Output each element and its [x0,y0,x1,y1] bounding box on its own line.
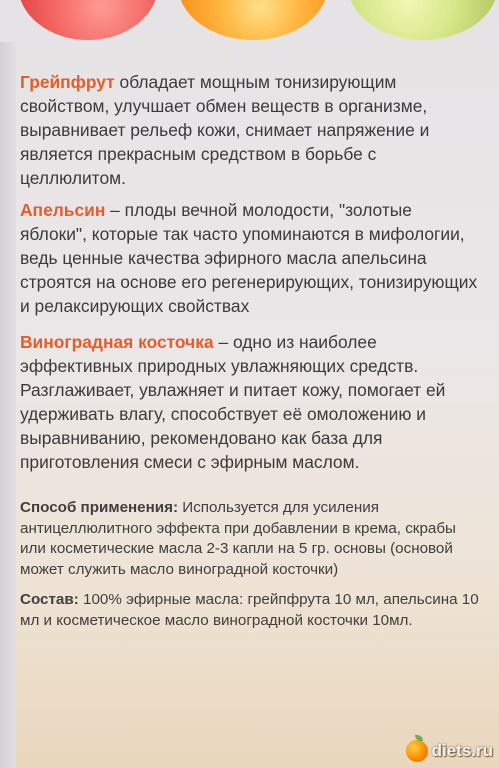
grapefruit-paragraph [20,70,480,190]
grapefruit-image [18,0,158,40]
composition [20,590,480,631]
apple-icon [406,740,428,762]
grapefruit-text: обладает мощным тонизирующим свойством, улучшает обмен веществ в организме, выравнивает рельеф кожи, снимает напряжение и является прекрасным средством в борьбе с целлюлитом. [20,72,430,188]
fruit-image-strip [0,0,499,42]
composition-label: Состав: [20,591,79,608]
grape-seed-text: – одно из наиболее эффективных природных увлажняющих средств. Разглаживает, увлажняет и питает кожу, помогает ей удерживать влагу, способствует её омоложению и выравниванию, рекомендовано как база для приготовления смеси с эфирным маслом. [20,332,446,472]
usage-instructions [20,498,480,580]
grapes-image [348,0,498,40]
package-edge [0,42,16,768]
orange-paragraph [20,198,480,318]
watermark [406,740,493,762]
orange-heading: Апельсин [20,200,106,220]
label-text [20,70,480,641]
grapefruit-heading: Грейпфрут [20,72,115,92]
orange-text: – плоды вечной молодости, "золотые яблоки", которые так часто упоминаются в мифологии, ведь ценные качества эфирного масла апельсина строятся на основе его регенерирующих, тонизирующих и релаксирующих свойствах [20,200,478,316]
grape-seed-heading: Виноградная косточка [20,332,214,352]
orange-image [178,0,328,40]
composition-text: 100% эфирные масла: грейпфрута 10 мл, апельсина 10 мл и косметическое масло виноградной косточки 10мл. [20,591,479,629]
watermark-text: diets.ru [431,741,493,760]
usage-text: Используется для усиления антицеллюлитного эффекта при добавлении в крема, скрабы или косметические масла 2-3 капли на 5 гр. основы (основой может служить масло виноградной косточки) [20,499,456,578]
usage-label: Способ применения: [20,499,179,516]
grape-seed-paragraph [20,330,480,474]
